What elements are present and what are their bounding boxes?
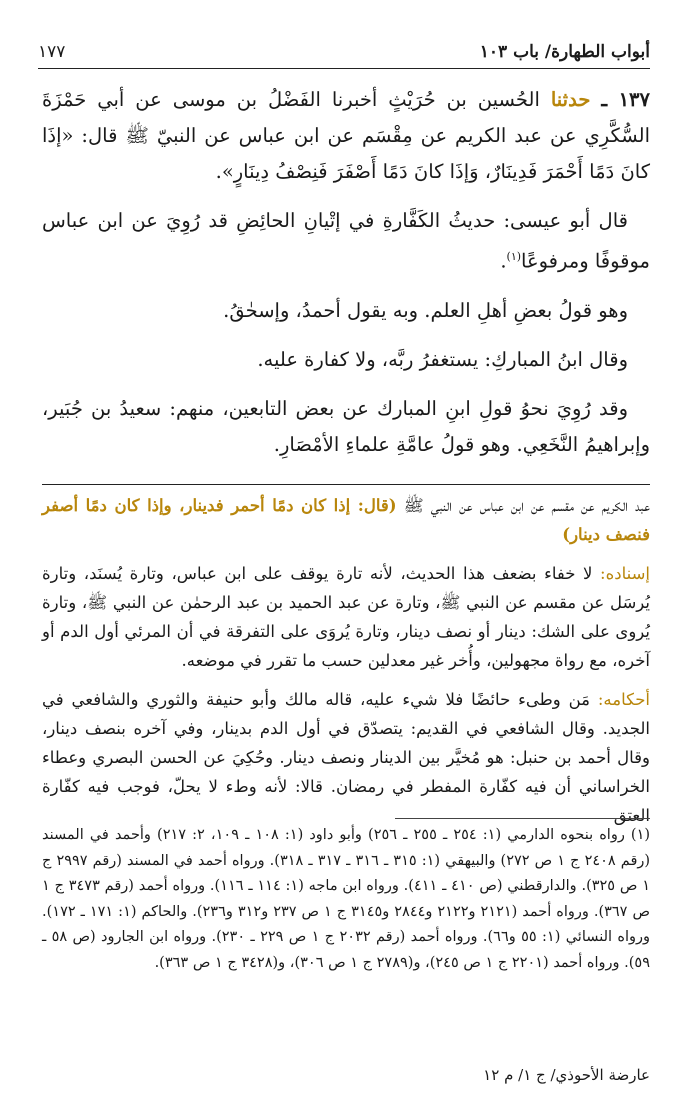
abu-isa-paragraph bbox=[42, 203, 650, 280]
hadith-isnad-matn: الحُسين بن حُرَيْثٍ أخبرنا الفَضْلُ بن موسى عن أبي حَمْزَةَ السُّكَّرِي عن عبد الكريم عن مِقْسَم عن ابن عباس عن النبيّ ﷺ قال: «إذَا كانَ دَمًا أَحْمَرَ فَدِينَارٌ، وَإذَا كانَ دَمًا أَصْفَرَ فَنِصْفُ دِينَارٍ». bbox=[42, 88, 650, 183]
commentary-quote-lead: عبد الكريم عن مقسم عن ابن عباس عن النبي ﷺ bbox=[403, 496, 651, 515]
hadith-number: ١٣٧ ـ bbox=[601, 88, 650, 111]
hadith-text bbox=[42, 82, 650, 476]
ibn-mubarak-paragraph: وقال ابنُ المباركِ: يستغفرُ ربَّه، ولا كفارة عليه. bbox=[257, 347, 628, 371]
commentary-section bbox=[42, 491, 650, 840]
haddathana-word: حدثنا bbox=[550, 88, 591, 111]
scholars-paragraph: وهو قولُ بعضِ أهلِ العلم. وبه يقول أحمدُ، وإسحٰقُ. bbox=[223, 298, 628, 322]
footnote-rule bbox=[395, 818, 650, 819]
running-title: أبواب الطهارة/ باب ١٠٣ bbox=[479, 42, 650, 62]
ahkam-text: مَن وطىء حائضًا فلا شيء عليه، قاله مالك وأبو حنيفة والثوري والشافعي في الجديد. وقال الشافعي في القديم: يتصدّق في أول الدم بدينار، وفي آخره بنصف دينار، وقال أحمد بن حنبل: هو مُخيَّر بين الدينار ونصف دينار. وحُكِيَ عن الحسن البصري وعطاء الخراساني أن فيه كفّارة المفطر في رمضان. قالا: لأنه وطء لا يحلّ، فوجب فيه كفّارة العتق bbox=[42, 690, 650, 825]
abu-isa-end: . bbox=[500, 249, 507, 273]
ahkam-paragraph bbox=[42, 685, 650, 830]
isnad-label: إسناده: bbox=[600, 564, 650, 583]
section-divider bbox=[42, 484, 650, 485]
signature-footer: عارضة الأحوذي/ ج ١/ م ١٢ bbox=[483, 1066, 650, 1084]
page-number: ١٧٧ bbox=[38, 42, 66, 62]
page-header bbox=[38, 40, 650, 69]
footnote-1: (١) رواه بنحوه الدارمي (١: ٢٥٤ ـ ٢٥٥ ـ ٢٥٦) وأبو داود (١: ١٠٨ ـ ١٠٩، ٢: ٢١٧) وأحمد في المسند (رقم ٢٤٠٨ ج ١ ص ٢٧٢) والبيهقي (١: ٣١٥ ـ ٣١٦ ـ ٣١٧ ـ ٣١٨). ورواه أحمد في المسند (رقم ٢٩٩٧ ج ١ ص ٣٢٥). والدارقطني (ص ٤١٠ ـ ٤١١). ورواه ابن ماجه (١: ١١٤ ـ ١١٦). ورواه أحمد (رقم ٣٤٧٣ ج ١ ص ٣٦٧). ورواه أحمد (٢١٢١ و٢١٢٢ و٢٨٤٤ و٣١٤٥ ج ١ ص ٢٣٧ و٣١٢ و٢٣٦). والحاكم (١: ١٧١ ـ ١٧٢). ورواه النسائي (١: ٥٥ و٦٦). ورواه أحمد (رقم ٢٠٣٢ ج ١ ص ٢٢٩ ـ ٢٣٠). ورواه ابن الجارود (ص ٥٨ ـ ٥٩). ورواه أحمد (٢٢٠١ ج ١ ص ٢٤٥)، و(٢٧٨٩ ج ١ ص ٣٠٦)، و(٣٤٢٨ ج ١ ص ٣٦٣). bbox=[42, 827, 651, 971]
isnad-paragraph bbox=[42, 559, 650, 675]
footnote-marker: (١) bbox=[506, 250, 522, 263]
footnotes bbox=[42, 823, 650, 976]
ahkam-label: أحكامه: bbox=[597, 690, 650, 709]
commentary-quote-text: (قال: إذا كان دمًا أحمر فدينار، وإذا كان دمًا أصفر فنصف دينار) bbox=[42, 496, 650, 544]
tabiin-paragraph: وقد رُوِيَ نحوُ قولِ ابنِ المبارك عن بعض التابعين، منهم: سعيدُ بن جُبَير، وإبراهيمُ النَّخَعِي. وهو قولُ عامَّةِ علماءِ الأمْصَارِ. bbox=[42, 396, 650, 456]
hadith-paragraph bbox=[42, 82, 650, 190]
abu-isa-text: قال أبو عيسى: حديثُ الكَفَّارةِ في إتْيانِ الحائِضِ قد رُوِيَ عن ابن عباس موقوفًا ومرفوعًا bbox=[42, 209, 650, 273]
commentary-quote bbox=[42, 491, 650, 549]
isnad-text: لا خفاء بضعف هذا الحديث، لأنه تارة يوقف على ابن عباس، وتارة يُسنَد، وتارة يُرسَل عن مقسم عن النبي ﷺ، وتارة عن عبد الحميد بن عبد الرحمٰن عن النبي ﷺ، وتارة يُروى على الشك: دينار أو نصف دينار، وتارة يُروَى على التفرقة في أن المرئي أول الدم أو آخره، مع رواة مجهولين، وأُخر غير معدلين حسب ما تقرر في موضعه. bbox=[42, 564, 650, 670]
